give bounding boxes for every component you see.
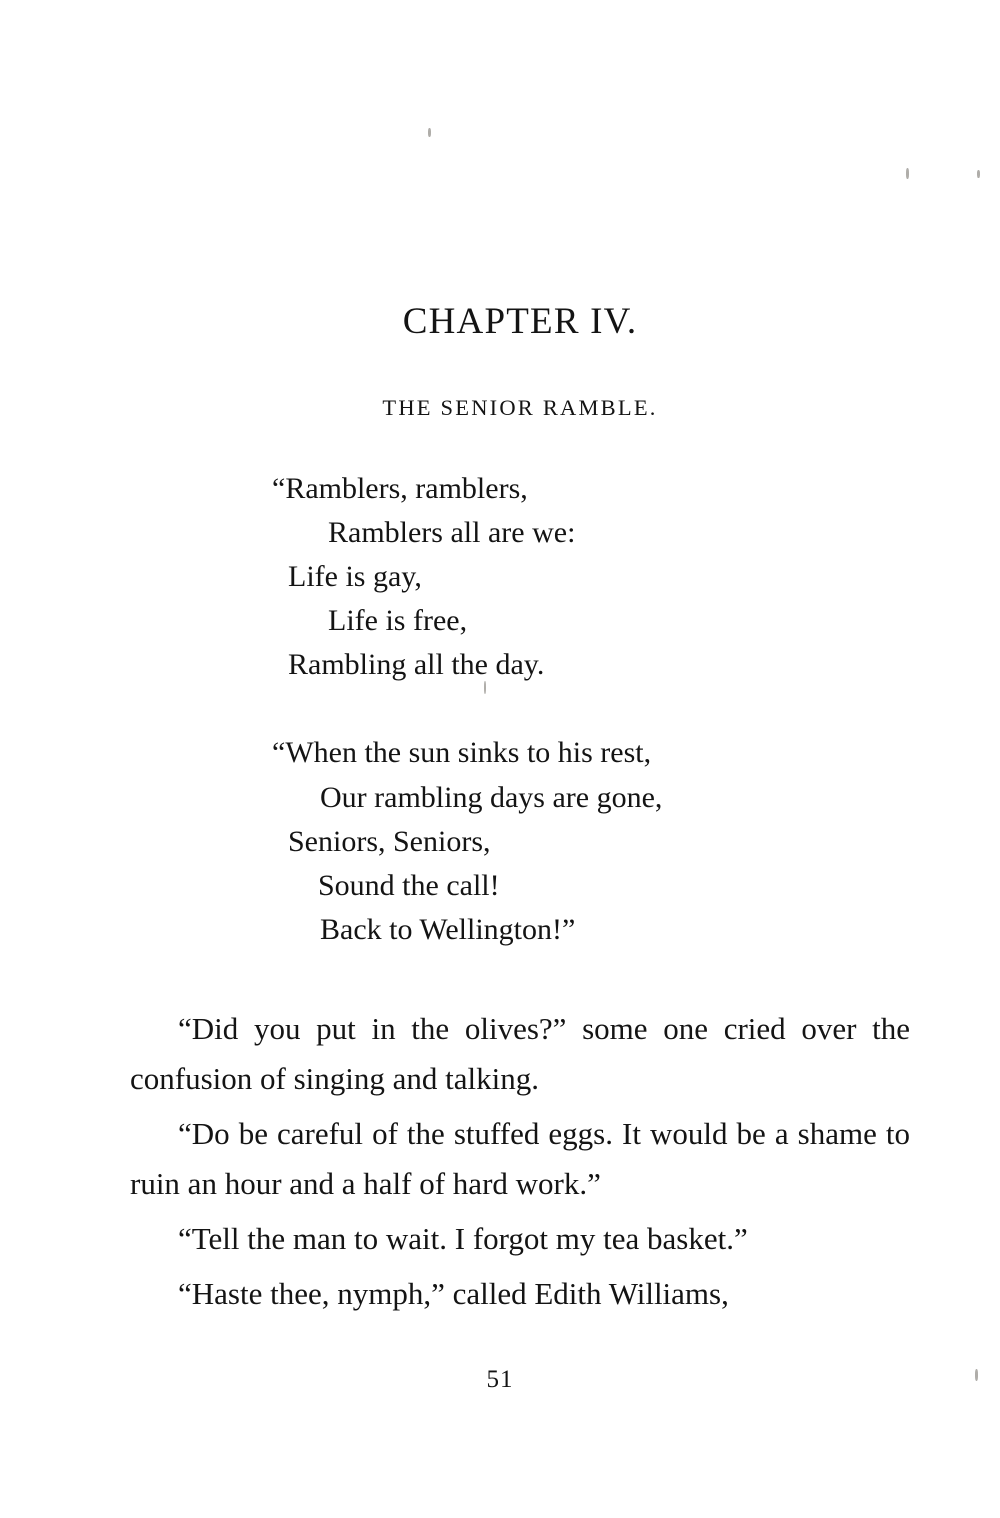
poem-line: Sound the call! bbox=[318, 868, 500, 902]
page-number: 51 bbox=[486, 1366, 514, 1393]
poem-line: “Ramblers, ramblers, bbox=[272, 472, 528, 505]
scan-speck bbox=[906, 168, 909, 179]
poem-stanza-1 bbox=[130, 467, 910, 687]
scan-speck bbox=[428, 128, 431, 137]
poem-line: Our rambling days are gone, bbox=[320, 780, 663, 814]
poem-line: Back to Wellington!” bbox=[320, 912, 576, 946]
poem-line: Life is gay, bbox=[288, 560, 422, 594]
poem-line: “When the sun sinks to his rest, bbox=[272, 736, 652, 770]
poem-line: Seniors, Seniors, bbox=[288, 824, 491, 858]
body-paragraph: “Do be careful of the stuffed eggs. It would be a shame to ruin an hour and a half of hard work.” bbox=[130, 1115, 910, 1202]
poem-line: Rambling all the day. bbox=[288, 648, 545, 682]
chapter-title: CHAPTER IV. bbox=[402, 301, 638, 342]
scan-speck bbox=[977, 170, 980, 178]
page-text-block bbox=[130, 300, 910, 1323]
body-paragraph: “Haste thee, nymph,” called Edith Williams, bbox=[178, 1275, 729, 1311]
poem-line: Ramblers all are we: bbox=[328, 516, 576, 550]
body-paragraph: “Tell the man to wait. I forgot my tea basket.” bbox=[178, 1221, 748, 1256]
poem-stanza-2 bbox=[130, 731, 910, 951]
body-paragraph: “Did you put in the olives?” some one cried over the confusion of singing and talking. bbox=[130, 1010, 910, 1097]
poem-line: Life is free, bbox=[328, 604, 468, 638]
section-title: THE SENIOR RAMBLE. bbox=[382, 395, 658, 420]
